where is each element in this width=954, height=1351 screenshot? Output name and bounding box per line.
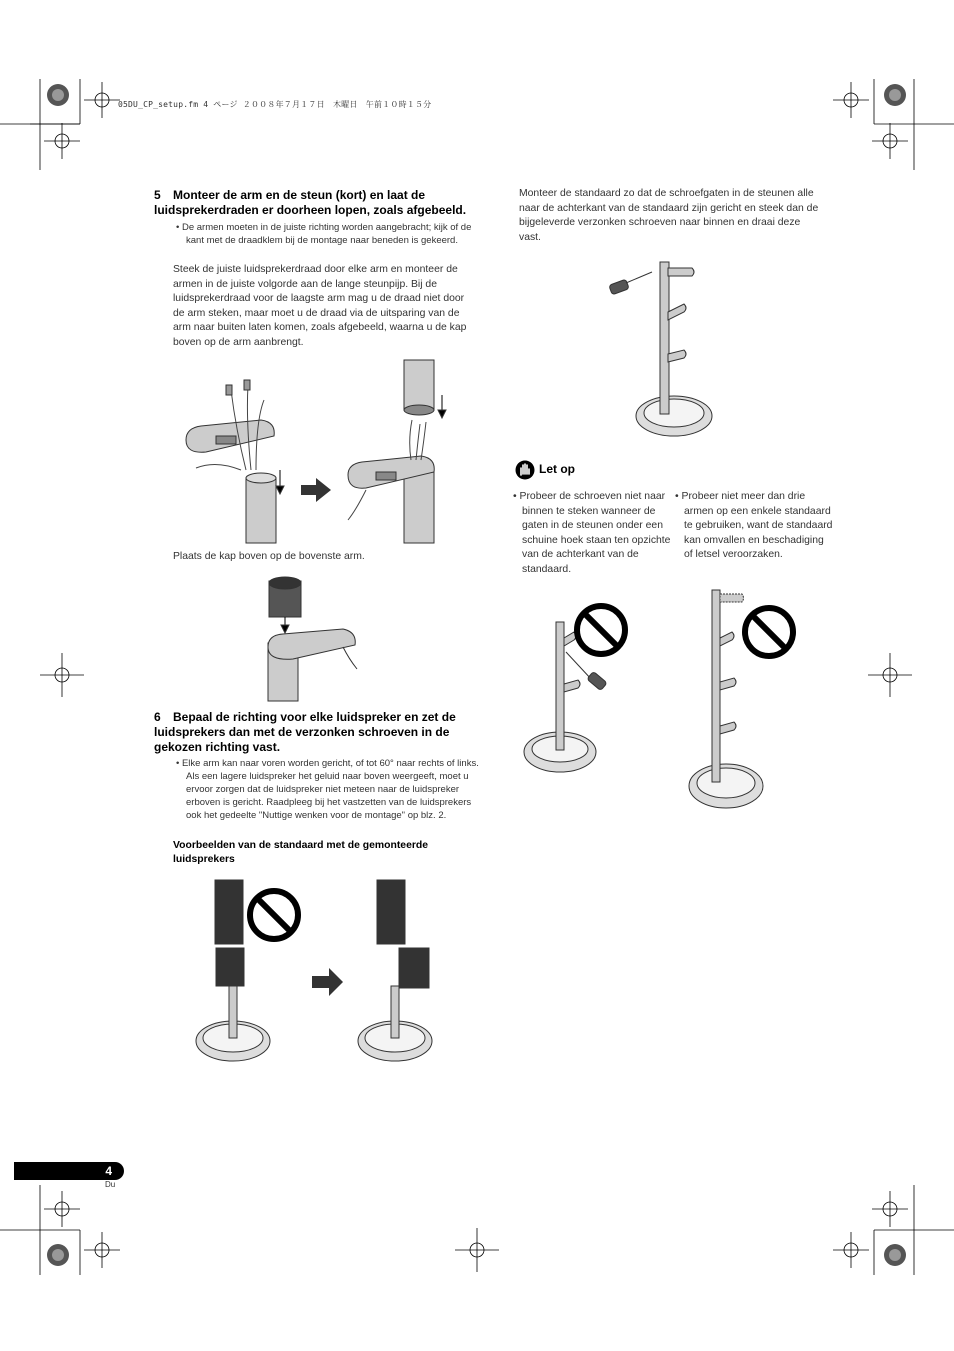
step6-bullet-text: Elke arm kan naar voren worden gericht, of tot 60° naar rechts of links. Als een lagere luidspreker het geluid naar boven weergeeft, moet u ervoor zorgen dat de luidspreker niet meteen naar de luidspreker erboven is gericht. Raadpleeg bij het vastzetten van de luidsprekers ook het gedeelte "Nuttige wenken voor de montage" op blz. 2. (181, 758, 479, 821)
step5-title (154, 188, 484, 218)
caution-title: Let op (539, 462, 575, 476)
step5-bullet-text: De armen moeten in de juiste richting worden aangebracht; kijk of de kant met de draadklem bij de montage naar beneden is gekeerd. (181, 222, 472, 246)
step5-number: 5 (154, 188, 161, 202)
language-code: Du (105, 1180, 116, 1189)
page-number: 4 (105, 1164, 112, 1178)
step5-title-line1: Monteer de arm en de steun (kort) en laat de (173, 188, 426, 202)
step6-title-line3: gekozen richting vast. (154, 740, 281, 754)
step5-bullet: • De armen moeten in de juiste richting worden aangebracht; kijk of de kant met de draadklem bij de montage naar beneden is gekeerd. (176, 222, 472, 246)
step6-title-line1: Bepaal de richting voor elke luidspreker en zet de (173, 710, 456, 724)
step5-title-line2: luidsprekerdraden er doorheen lopen, zoals afgebeeld. (154, 203, 467, 217)
caution-bullet-1-text: Probeer de schroeven niet naar binnen te steken wanneer de gaten in de steunen onder een schuine hoek staan ten opzichte van de achterkant van de standaard. (519, 491, 671, 575)
cap-illustration (263, 577, 363, 702)
file-header: 05DU_CP_setup.fm 4 ページ ２００８年７月１７日 木曜日 午前１０時１５分 (118, 100, 432, 109)
step5-caption: Plaats de kap boven op de bovenste arm. (173, 551, 365, 562)
step6-bullet: • Elke arm kan naar voren worden gericht, of tot 60° naar rechts of links. Als een lagere luidspreker het geluid naar boven weergeeft, moet u ervoor zorgen dat de luidspreker niet meteen naar de luidspreker erboven is gericht. Raadpleeg bij het vastzetten van de luidsprekers ook het gedeelte "Nuttige wenken voor de montage" op blz. 2. (176, 758, 479, 821)
caution-four-arms-illustration (688, 586, 798, 811)
caution-bullet-1: • Probeer de schroeven niet naar binnen te steken wanneer de gaten in de steunen onder een schuine hoek staan ten opzichte van de achterkant van de standaard. (513, 491, 671, 575)
caution-angled-screw-illustration (530, 600, 640, 775)
screw-stand-illustration (608, 258, 728, 438)
step6-title (154, 710, 484, 755)
step6-title-line2: luidsprekers dan met de verzonken schroeven in de (154, 725, 450, 739)
caution-hand-icon (515, 460, 535, 480)
arm-assembly-illustration (176, 360, 446, 545)
step6-subhead: Voorbeelden van de standaard met de gemonteerde luidsprekers (173, 840, 429, 865)
caution-bullet-2-text: Probeer niet meer dan drie armen op een enkele standaard te gebruiken, want de standaard kan omvallen en beschadiging of letsel veroorzaken. (681, 491, 833, 560)
right-body: Monteer de standaard zo dat de schroefgaten in de steunen alle naar de achterkant van de standaard zijn gericht en steek dan de bijgeleverde verzonken schroeven naar binnen en draai deze vast. (519, 188, 819, 243)
speaker-examples-illustration (195, 876, 445, 1066)
step6-number: 6 (154, 710, 161, 724)
step5-body: Steek de juiste luidsprekerdraad door elke arm en monteer de armen in de juiste volgorde aan de lange steunpijp. Bij de luidsprekerdraad voor de laagste arm mag u de draad niet door de arm steken, maar moet u de draad via de uitsparing van de arm naar buiten laten komen, zoals afgebeeld, waarna u de kap boven op de arm aanbrengt. (173, 264, 467, 348)
caution-bullet-2: • Probeer niet meer dan drie armen op een enkele standaard te gebruiken, want de standaard kan omvallen en beschadiging of letsel veroorzaken. (675, 491, 833, 560)
